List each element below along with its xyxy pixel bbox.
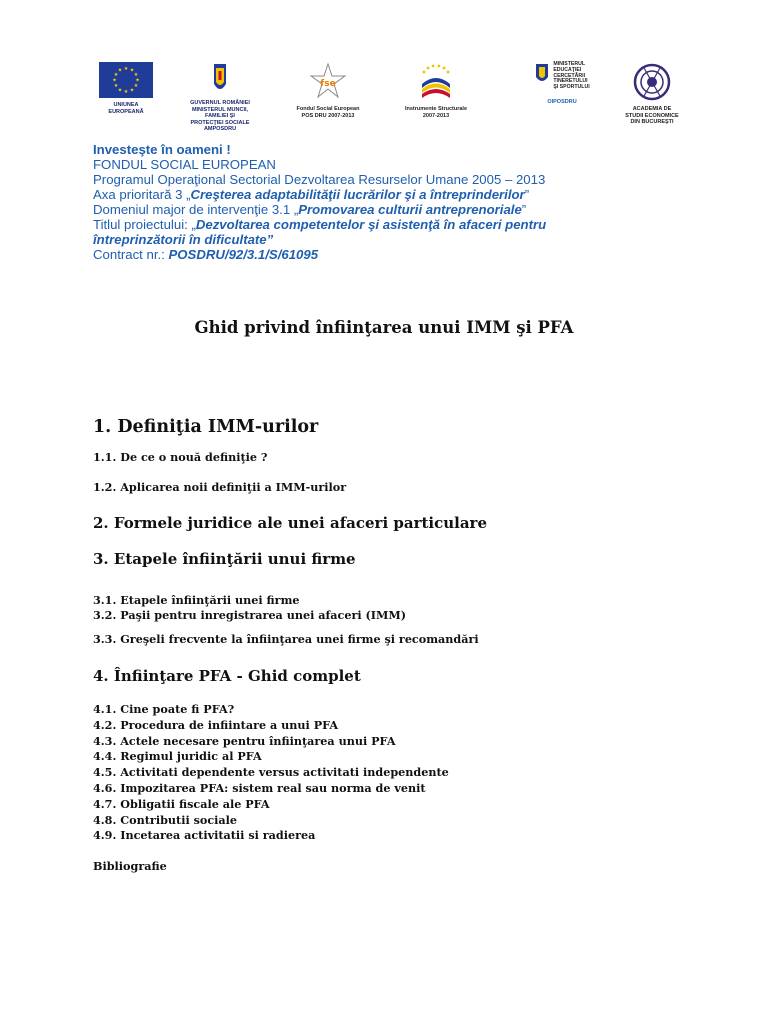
ministry-line-1: MINISTERUL	[553, 61, 586, 67]
section-4-list	[93, 702, 449, 844]
ase-emblem-icon	[632, 62, 672, 102]
svg-text:★: ★	[133, 72, 139, 78]
priority-axis: Axa prioritară 3 „Creşterea adaptabilităţii lucrărilor şi a întreprinderilor”	[93, 187, 530, 202]
structural-instruments-caption-2: 2007-2013	[422, 112, 450, 119]
section-4-5: 4.5. Activitati dependente versus activitati independente	[93, 765, 449, 780]
program-name: Programul Operaţional Sectorial Dezvoltarea Resurselor Umane 2005 – 2013	[93, 172, 546, 187]
eu-flag-icon	[99, 62, 153, 98]
section-4-9: 4.9. Incetarea activitatii si radierea	[93, 828, 316, 843]
section-4-heading: 4. Înfiinţare PFA - Ghid complet	[93, 667, 361, 685]
ministry-line-3: CERCETĂRII	[553, 72, 586, 79]
ase-caption-1: ACADEMIA DE	[632, 106, 672, 112]
section-4-6: 4.6. Impozitarea PFA: sistem real sau norma de venit	[93, 780, 426, 795]
section-4-3: 4.3. Actele necesare pentru înfiinţarea unui PFA	[93, 733, 396, 748]
section-4-4: 4.4. Regimul juridic al PFA	[93, 749, 262, 764]
svg-text:★: ★	[113, 83, 119, 89]
romania-coat-of-arms-icon	[210, 62, 230, 96]
ministry-line-2: EDUCAŢIEI	[553, 66, 582, 73]
svg-text:★: ★	[117, 67, 123, 74]
svg-text:★: ★	[123, 89, 129, 95]
structural-instruments-logo	[396, 62, 476, 119]
slogan: Investeşte în oameni !	[93, 142, 231, 157]
ministry-education-logo	[520, 62, 604, 105]
svg-text:★: ★	[129, 67, 135, 74]
section-4-7: 4.7. Obligatii fiscale ale PFA	[93, 796, 270, 811]
document-title: Ghid privind înfiinţarea unui IMM şi PFA	[194, 318, 574, 337]
ministry-crest-icon	[534, 62, 550, 86]
intervention-domain: Domeniul major de intervenţie 3.1 „Promovarea culturii antreprenoriale”	[93, 202, 527, 217]
structural-instruments-caption-1: Instrumente Structurale	[404, 106, 468, 112]
ministry-line-5: ŞI SPORTULUI	[553, 84, 590, 91]
eu-caption: UNIUNEA EUROPEANĂ	[108, 102, 144, 115]
svg-text:★: ★	[135, 77, 140, 84]
section-1-heading: 1. Definiţia IMM-urilor	[93, 417, 319, 437]
svg-text:★: ★	[117, 87, 123, 94]
ase-caption-2: STUDII ECONOMICE	[625, 112, 679, 119]
ministry-line-4: TINERETULUI	[553, 78, 588, 85]
structural-instruments-icon	[416, 62, 456, 102]
svg-text:★: ★	[129, 87, 135, 94]
government-logo	[180, 62, 260, 133]
section-4-2: 4.2. Procedura de infiintare a unui PFA	[93, 717, 339, 732]
fse-logo	[288, 62, 368, 119]
government-caption-3: PROTECŢIEI SOCIALE	[190, 119, 250, 126]
fse-caption-1: Fondul Social European	[296, 106, 360, 112]
section-1-2: 1.2. Aplicarea noii definiţii a IMM-urilor	[93, 480, 347, 494]
government-caption-4: AMPOSDRU	[203, 126, 237, 132]
section-3-heading: 3. Etapele înfiinţării unui firme	[93, 550, 356, 568]
bibliography-heading: Bibliografie	[93, 859, 167, 873]
government-caption-1: GUVERNUL ROMÂNIEI	[190, 100, 250, 106]
svg-text:★: ★	[123, 66, 129, 72]
ministry-name-block	[553, 62, 589, 91]
fse-star-icon	[309, 62, 347, 102]
ase-caption-3: DIN BUCUREŞTI	[630, 119, 674, 125]
section-3-3: 3.3. Greşeli frecvente la înfiinţarea unei firme şi recomandări	[93, 632, 479, 646]
fse-caption-2: POS DRU 2007-2013	[301, 112, 355, 119]
svg-text:★: ★	[133, 83, 139, 89]
government-caption-2: MINISTERUL MUNCII, FAMILIEI ŞI	[191, 106, 249, 119]
project-title: Titlul proiectului: „Dezvoltarea competentelor şi asistenţă în afaceri pentru	[93, 217, 547, 232]
section-1-1: 1.1. De ce o nouă definiţie ?	[93, 450, 268, 464]
contract-number: Contract nr.: POSDRU/92/3.1/S/61095	[93, 247, 319, 262]
section-4-8: 4.8. Contributii sociale	[93, 812, 238, 827]
svg-text:★: ★	[113, 72, 119, 78]
section-4-1: 4.1. Cine poate fi PFA?	[93, 702, 235, 716]
ase-logo	[612, 62, 692, 126]
section-3-2: 3.2. Paşii pentru inregistrarea unei afaceri (IMM)	[93, 608, 407, 622]
eu-logo	[96, 62, 156, 115]
funding-info-block	[93, 142, 613, 262]
section-2-heading: 2. Formele juridice ale unei afaceri particulare	[93, 514, 488, 532]
section-3-1: 3.1. Etapele înfiinţării unei firme	[93, 593, 300, 607]
partner-logos-strip	[92, 62, 692, 144]
project-title-continued: întreprinzătorii în dificultate”	[93, 232, 274, 247]
oiposdru-caption: OIPOSDRU	[547, 98, 577, 105]
svg-text:fse: fse	[320, 79, 336, 89]
svg-text:★: ★	[112, 77, 117, 84]
fund-name: FONDUL SOCIAL EUROPEAN	[93, 157, 276, 172]
